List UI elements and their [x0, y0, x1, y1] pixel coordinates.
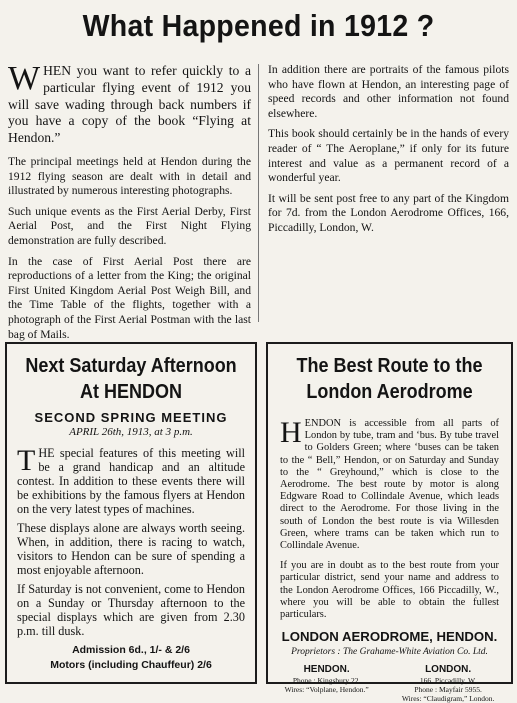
london-contact	[402, 665, 495, 703]
hendon-wire: Wires: “Volplane, Hendon.”	[284, 685, 369, 695]
london-address: 166, Piccadilly, W.	[419, 676, 477, 686]
route-paragraph: ENDON is accessible from all parts of London by tube, tram and ‘bus. By tube travel to Golders Green; where ‘buses can be taken to the “ Bell,” Hendon, or on Saturday and Sunday to the “ Greyhound,” which is close to the Aerodrome. The best route by motor is along Edgware Road to Collindale Avenue, which leads direct to the Aerodrome. For those living in the south of London the best route is via Willesden Green, where trams can be taken which run to Collindale Avenue.	[280, 418, 499, 552]
hendon-contact	[285, 665, 369, 703]
hendon-label: HENDON.	[303, 664, 350, 676]
drop-cap: W	[8, 60, 41, 97]
meeting-title: SECOND SPRING MEETING	[34, 410, 228, 425]
article-lead	[8, 60, 251, 147]
advert-heading: London Aerodrome	[306, 381, 473, 403]
advert-heading: At HENDON	[79, 381, 183, 403]
column-divider	[258, 64, 259, 322]
meeting-date: APRIL 26th, 1913, at 3 p.m.	[69, 426, 193, 438]
route-body	[280, 418, 499, 621]
contact-details	[268, 665, 511, 703]
article-paragraph: In the case of First Aerial Post there are reproductions of a letter from the King; the original First United Kingdom Aerial Post Weigh Bill, and the Time Table of the flights, together with a photograph of the First Aerial Postman with the last bag of Mails.	[8, 254, 251, 341]
hendon-phone: Phone : Kingsbury 22.	[292, 676, 361, 686]
advert-paragraph: These displays alone are always worth seeing. When, in addition, there is racing to watch, visitors to Hendon can be sure of spending a most enjoyable afternoon.	[17, 521, 245, 577]
london-phone: Phone : Mayfair 5955.	[414, 685, 482, 695]
article-left-column	[8, 60, 251, 341]
article-paragraph: In addition there are portraits of the famous pilots who have flown at Hendon, an interesting page of speed records and other information not found elsewhere.	[268, 63, 509, 120]
motor-prices: Motors (including Chauffeur) 2/6	[50, 659, 212, 671]
page-title: What Happened in 1912 ?	[82, 8, 435, 43]
advert-heading: Next Saturday Afternoon	[25, 355, 237, 377]
article-paragraph: This book should certainly be in the hands of every reader of “ The Aeroplane,” if only for its future interest and value as a permanent record of a wonderful year.	[268, 127, 509, 185]
drop-cap: H	[280, 416, 302, 449]
advert-paragraph: If Saturday is not convenient, come to Hendon on a Sunday or Thursday afternoon to the special displays which are given from 2.30 p.m. till dusk.	[17, 582, 245, 638]
aerodrome-name: LONDON AERODROME, HENDON.	[281, 629, 498, 645]
london-wire: Wires: “Claudigram,” London.	[401, 694, 495, 703]
lead-text: HEN you want to refer quickly to a particular flying event of 1912 you will save wading through back numbers if you have a copy of the book “Flying at Hendon.”	[8, 63, 251, 146]
article-paragraph: It will be sent post free to any part of the Kingdom for 7d. from the London Aerodrome Offices, 166, Piccadilly, London, W.	[268, 191, 509, 234]
london-label: LONDON.	[425, 664, 472, 676]
hendon-meeting-advert	[5, 342, 257, 684]
drop-cap: T	[17, 444, 36, 477]
article-paragraph: The principal meetings held at Hendon during the 1912 flying season are dealt with in detail and illustrated by numerous interesting photographs.	[8, 154, 251, 198]
proprietors-line: Proprietors : The Grahame-White Aviation Co. Ltd.	[291, 647, 488, 658]
admission-prices: Admission 6d., 1/- & 2/6	[72, 644, 190, 656]
article-right-column	[268, 63, 509, 242]
advert-paragraph: HE special features of this meeting will be a grand handicap and an altitude contest. In addition to these events there will be exhibitions by the famous flyers at Hendon on the very latest types of machines.	[17, 446, 245, 516]
advert-body	[17, 446, 245, 638]
article-paragraph: Such unique events as the First Aerial Derby, First Aerial Post, and the First Night Flying demonstration are fully described.	[8, 204, 251, 247]
route-paragraph: If you are in doubt as to the best route from your particular district, send your name and address to the London Aerodrome Offices, 166 Piccadilly, W., where you will be able to obtain the fullest particulars.	[280, 560, 499, 621]
route-advert	[266, 342, 513, 703]
advert-heading: The Best Route to the	[296, 355, 483, 377]
